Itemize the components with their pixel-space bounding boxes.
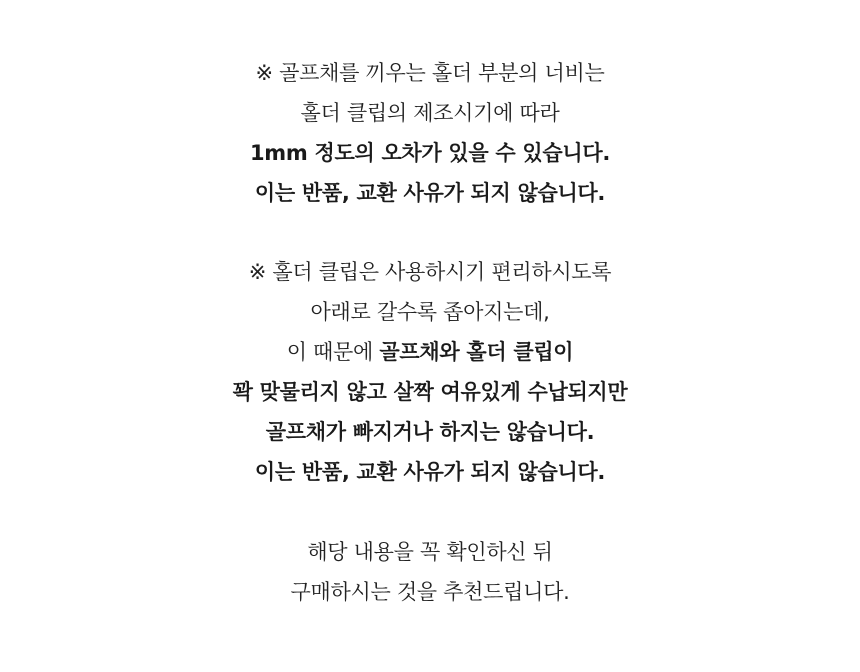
notice-3-line-1: 해당 내용을 꼭 확인하신 뒤 bbox=[307, 540, 553, 564]
notice-2-line-6: 이는 반품, 교환 사유가 되지 않습니다. bbox=[254, 460, 606, 484]
notice-2-line-3-bold: 골프채와 홀더 클립이 bbox=[379, 340, 574, 364]
notice-2-line-4: 꽉 맞물리지 않고 살짝 여유있게 수납되지만 bbox=[232, 380, 628, 404]
notice-1-line-3: 1mm 정도의 오차가 있을 수 있습니다. bbox=[249, 141, 611, 165]
notice-1-line-2: 홀더 클립의 제조시기에 따라 bbox=[300, 101, 560, 125]
notice-2-line-2: 아래로 갈수록 좁아지는데, bbox=[310, 300, 550, 324]
notice-1-line-4: 이는 반품, 교환 사유가 되지 않습니다. bbox=[254, 181, 606, 205]
notice-2-line-3-prefix: 이 때문에 bbox=[286, 340, 380, 364]
notice-2-line-3 bbox=[0, 337, 860, 367]
notice-1-line-1: ※ 골프채를 끼우는 홀더 부분의 너비는 bbox=[255, 61, 605, 85]
notice-2-line-1: ※ 홀더 클립은 사용하시기 편리하시도록 bbox=[248, 260, 612, 284]
notice-2-line-5: 골프채가 빠지거나 하지는 않습니다. bbox=[265, 420, 595, 444]
notice-3-line-2: 구매하시는 것을 추천드립니다. bbox=[290, 580, 570, 604]
